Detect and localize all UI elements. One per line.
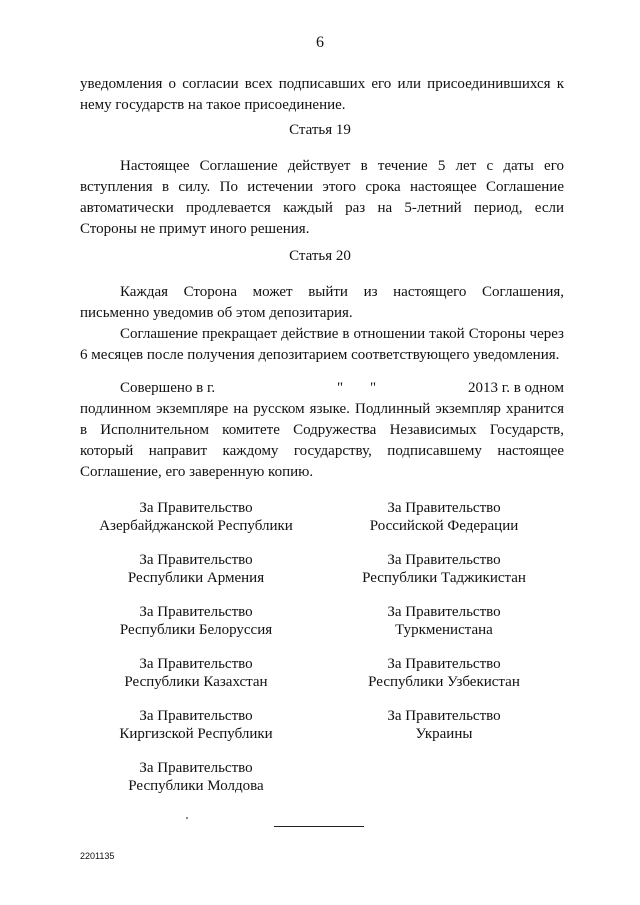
closing-first-line — [80, 378, 564, 399]
signature-kazakhstan — [76, 655, 316, 691]
signature-line2: Украины — [415, 726, 473, 742]
signature-line2: Республики Казахстан — [124, 674, 268, 690]
signature-line2: Киргизской Республики — [119, 726, 273, 742]
closing-paragraph: подлинном экземпляре на русском языке. Подлинный экземпляр хранится в Исполнительном комитете Содружества Независимых Государств, который направит каждому государству, подписавшему настоящее Соглашение, его заверенную копию. — [80, 401, 564, 480]
signature-line2: Республики Узбекистан — [368, 674, 520, 690]
intro-paragraph: уведомления о согласии всех подписавших его или присоединившихся к нему государств на такое присоединение. — [80, 76, 564, 113]
signature-azerbaijan — [76, 499, 316, 535]
signature-line2: Туркменистана — [395, 622, 493, 638]
signature-line1: За Правительство — [139, 500, 253, 516]
signature-line1: За Правительство — [139, 552, 253, 568]
article-19-paragraph: Настоящее Соглашение действует в течение 5 лет с даты его вступления в силу. По истечении этого срока настоящее Соглашение автоматически продлевается каждый раз на 5-летний период, если Стороны не примут иного решения. — [80, 158, 564, 237]
signature-line1: За Правительство — [139, 656, 253, 672]
signature-line2: Республики Белоруссия — [119, 622, 273, 638]
signature-line1: За Правительство — [387, 604, 501, 620]
signature-line1: За Правительство — [387, 500, 501, 516]
signature-ukraine — [324, 707, 564, 743]
signature-tajikistan — [324, 551, 564, 587]
signature-kyrgyzstan — [76, 707, 316, 743]
signature-line1: За Правительство — [139, 708, 253, 724]
article-20-heading: Статья 20 — [289, 248, 351, 264]
signature-line2: Российской Федерации — [369, 518, 519, 534]
signature-line1: За Правительство — [387, 708, 501, 724]
signature-uzbekistan — [324, 655, 564, 691]
signature-line2: Республики Молдова — [128, 778, 264, 794]
closing-quote-open: " — [337, 380, 344, 396]
signature-moldova — [76, 759, 316, 795]
closing-year-text: 2013 г. в одном — [468, 380, 564, 396]
article-19-heading: Статья 19 — [289, 122, 351, 138]
signature-line1: За Правительство — [387, 656, 501, 672]
signature-line1: За Правительство — [139, 760, 253, 776]
closing-quote-close: " — [370, 380, 377, 396]
page-number: 6 — [316, 34, 324, 51]
signature-turkmenistan — [324, 603, 564, 639]
article-20-paragraph-1: Каждая Сторона может выйти из настоящего Соглашения, письменно уведомив об этом депозитария. — [80, 284, 564, 321]
document-code: 2201135 — [80, 851, 115, 861]
end-divider-line — [274, 826, 364, 827]
stray-dot — [186, 817, 188, 819]
closing-place-label: Совершено в г. — [120, 380, 216, 396]
signature-line1: За Правительство — [139, 604, 253, 620]
article-20-paragraph-2: Соглашение прекращает действие в отношении такой Стороны через 6 месяцев после получения депозитарием соответствующего уведомления. — [80, 326, 564, 363]
signature-russia — [324, 499, 564, 535]
signature-line2: Азербайджанской Республики — [99, 518, 293, 534]
signature-belarus — [76, 603, 316, 639]
signature-line1: За Правительство — [387, 552, 501, 568]
signature-line2: Республики Таджикистан — [362, 570, 526, 586]
signature-line2: Республики Армения — [127, 570, 265, 586]
signature-armenia — [76, 551, 316, 587]
